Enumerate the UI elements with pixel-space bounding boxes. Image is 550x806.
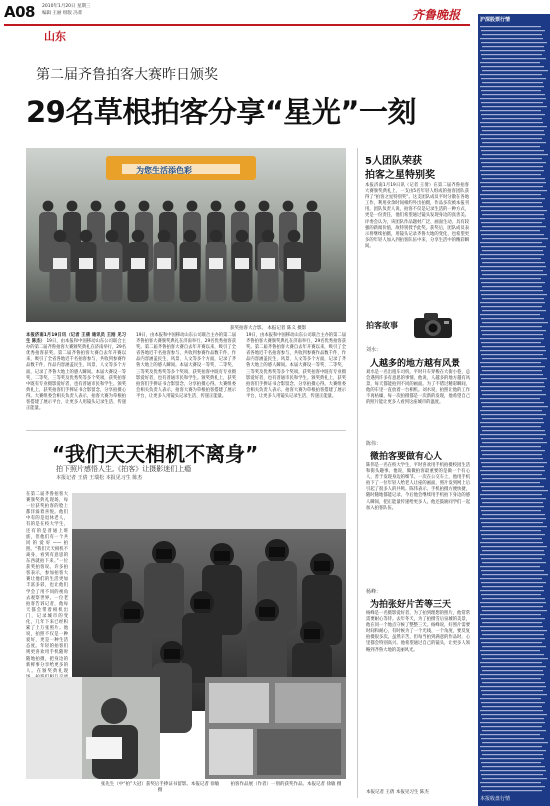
- section-bar: [4, 24, 470, 42]
- col3-tag: 杨峰：: [366, 589, 382, 595]
- photo-small-1-caption: 张先生（中“拍”大冠）获奖后手捧证书留影。本报记者 徐敏 摄: [100, 782, 220, 793]
- article-pretitle: 第二届齐鲁拍客大赛昨日颁奖: [36, 67, 218, 83]
- camera-icon: [410, 310, 456, 340]
- story-title: “我们天天相机不离身”: [52, 442, 259, 466]
- article-body-text-2: 19日，由本报和中国移动山东公司联合主办的第二届齐鲁拍客大赛颁奖典礼在济南举行，29名优秀拍客获奖。第二届齐鲁拍客大赛自去年开赛以来，吸引了全省各地近千名拍客参与，共收到参赛作品数千件，作品内容涵盖民生、风景、人文等多个方面，记录了齐鲁大地上的感人瞬间。本届大赛设一等奖、二等奖、三等奖及优秀奖等多个奖项，获奖拍客中既有专业摄影爱好者，也有普通市民和学生。颁奖典礼上，获奖拍客们手捧证书合影留念，分享拍摄心得。大赛组委会相关负责人表示，拍客大赛为草根拍客搭建了展示平台，让更多人用镜头记录生活、传递正能量。: [136, 333, 236, 399]
- photo-small-2-caption: 拍客作品展（作者）一别的获奖作品。本报记者 徐敏 摄: [230, 782, 342, 787]
- story-body-col: 在第二届齐鲁拍客大赛颁奖典礼现场，每一位获奖拍客的脸上都洋溢着喜悦。他们中有的是退休老人，有的是在校大学生，还有的是普通上班族，但他们有一个共同的爱好——拍照。“我们天天相机不离身，看到有意思的东西就拍下来。”一位获奖拍客说。许多拍客表示，参加拍客大赛让他们的生活更加丰富多彩，也让他们学会了用不同的视角去观察世界。一位老拍客告诉记者，他每天都会带着相机出门，记录城市的变化，几年下来已经积累了上万张照片。他说，拍照不仅是一种爱好，更是一种生活态度。年轻的拍客们则更喜欢用手机随时随地拍摄，把身边的新鲜事分享给更多的人。在颁奖典礼现: [26, 492, 68, 674]
- story-subtitle: 拍下照片感悟人生,《拍客》让摄影迷们上瘾: [56, 465, 192, 473]
- editors-line: 编辑 王丽 组版 冯菁: [42, 10, 83, 16]
- date-line: 2010年1月20日 星期三: [42, 4, 91, 9]
- story-byline: 本报记者 王倩 王瑞松 本报见习生 陈杰: [56, 475, 143, 481]
- col3-title: 为拍张好片苦等三天: [370, 600, 452, 610]
- col1-title: 人越多的地方越有风景: [370, 359, 461, 369]
- article-body: [26, 333, 346, 433]
- photo-award-group: [26, 148, 346, 331]
- story-box-label: 拍客故事: [366, 321, 398, 330]
- column-divider-right: [357, 148, 358, 798]
- article-body-col3: [246, 333, 346, 433]
- col1-body: 刘水是一名出租车司机，平时开车穿梭在大街小巷，总会遇到许多有意思的事情。他说，人越多的地方越有风景，每天都能拍到不同的画面。为了不错过精彩瞬间，他的车里一直放着一台相机。刘水说，拍照让他的工作不再枯燥，每一次拍摄都是一次新的发现，他希望自己的照片能让更多人看到这座城市的温度。: [366, 370, 470, 406]
- page-info: [42, 4, 137, 17]
- stock-panel: [478, 14, 550, 806]
- photo-small-1: [26, 677, 160, 779]
- article-byline: 本报济南1月19日讯（记者 王倩 通讯员 王刚 见习生 陈杰）: [26, 333, 126, 345]
- col3-body: 杨峰是一名摄影爱好者，为了拍到理想的照片，他常常需要耐心等待。去年冬天，为了拍摄雪后泉城的美景，他在同一个地点守候了整整三天。杨峰说，好照片需要时间和耐心，有时候为了一个光线、一个角度，要反复拍摄很多次。虽然辛苦，但每当拍到满意的作品时，心里都会特别高兴。他希望通过自己的镜头，让更多人领略到齐鲁大地的美丽风光。: [366, 611, 470, 653]
- article-body-col2: [136, 333, 236, 433]
- section-name: 山东: [44, 30, 66, 43]
- small-photo-2-graphic: [205, 677, 346, 779]
- small-photo-1-graphic: [26, 677, 160, 779]
- stock-panel-bottom: 本报收盘行情: [480, 796, 511, 802]
- col2-tag: 陈伟：: [366, 441, 382, 447]
- article-headline: 29名草根拍客分享“星光”一刻: [26, 95, 416, 129]
- article-body-text: 19日，由本报和中国移动山东公司联合主办的第二届齐鲁拍客大赛颁奖典礼在济南举行，29名优秀拍客获奖。第二届齐鲁拍客大赛自去年开赛以来，吸引了全省各地近千名拍客参与，共收到参赛作品数千件，作品内容涵盖民生、风景、人文等多个方面，记录了齐鲁大地上的感人瞬间。本届大赛设一等奖、二等奖、三等奖及优秀奖等多个奖项，获奖拍客中既有专业摄影爱好者，也有普通市民和学生。颁奖典礼上，获奖拍客们手捧证书合影留念，分享拍摄心得。大赛组委会相关负责人表示，拍客大赛为草根拍客搭建了展示平台，让更多人用镜头记录生活、传递正能量。: [26, 339, 127, 412]
- side-story-body: 本报济南1月19日讯（记者 王倩）在第二届齐鲁拍客大赛颁奖典礼上，一支由5名年轻人组成的拍客团队获得了“拍客之星特别奖”。这支团队成员平时分散在各地工作，利用业余时间相约外出拍摄，作品多次被本报刊用。团队负责人说，拍客不仅是记录生活的一种方式，更是一份责任，他们希望通过镜头发现身边的真善美。评委会认为，该团队作品题材广泛、画面生动，具有较强的新闻价值，故特别授予此奖。获奖后，团队成员表示将继续拍摄，用镜头记录齐鲁大地的变化，也希望更多的年轻人加入到拍客队伍中来，分享生活中的精彩瞬间。: [365, 183, 469, 249]
- page-number: A08: [4, 3, 35, 21]
- col2-body: 陈伟是一名在校大学生，平时喜欢用手机拍摄校园生活和街头趣事。他说，做微拍客最重要的是做一个有心人，善于发现身边的细节。一次在公交车上，他用手机拍下了一位年轻人给老人让座的画面，照片发到网上后引起了很多人的共鸣。陈伟表示，手机拍摄方便快捷，随时随地都能记录，今后他会继续用手机拍下身边的感人瞬间，把正能量传递给更多人。他还鼓励同学们一起加入拍客队伍。: [366, 463, 470, 511]
- divider-section: [26, 430, 346, 431]
- photo-banner-text: 为您生活添色彩: [136, 166, 192, 175]
- article-body-text-3: 19日，由本报和中国移动山东公司联合主办的第二届齐鲁拍客大赛颁奖典礼在济南举行，29名优秀拍客获奖。第二届齐鲁拍客大赛自去年开赛以来，吸引了全省各地近千名拍客参与，共收到参赛作品数千件，作品内容涵盖民生、风景、人文等多个方面，记录了齐鲁大地上的感人瞬间。本届大赛设一等奖、二等奖、三等奖及优秀奖等多个奖项，获奖拍客中既有专业摄影爱好者，也有普通市民和学生。颁奖典礼上，获奖拍客们手捧证书合影留念，分享拍摄心得。大赛组委会相关负责人表示，拍客大赛为草根拍客搭建了展示平台，让更多人用镜头记录生活、传递正能量。: [246, 333, 346, 399]
- photo-main-caption: 获奖拍客大合影。 本报记者 陈义 摄影: [230, 326, 307, 331]
- stock-panel-heading: 沪深股票行情: [480, 17, 511, 23]
- page-header: [0, 0, 550, 46]
- masthead-logo: 齐鲁晚报: [412, 8, 461, 22]
- side-story-title-1: 5人团队荣获: [365, 156, 422, 167]
- col3-byline: 本报记者 王倩 本报见习生 陈杰: [366, 790, 429, 795]
- article-body-col1: [26, 333, 126, 433]
- side-story-title-2: 拍客之星特别奖: [365, 170, 435, 181]
- col1-tag: 刘水：: [366, 347, 382, 353]
- stock-table-graphic: [478, 14, 550, 806]
- col2-title: 微拍客要做有心人: [370, 452, 443, 462]
- photo-small-2: [205, 677, 346, 779]
